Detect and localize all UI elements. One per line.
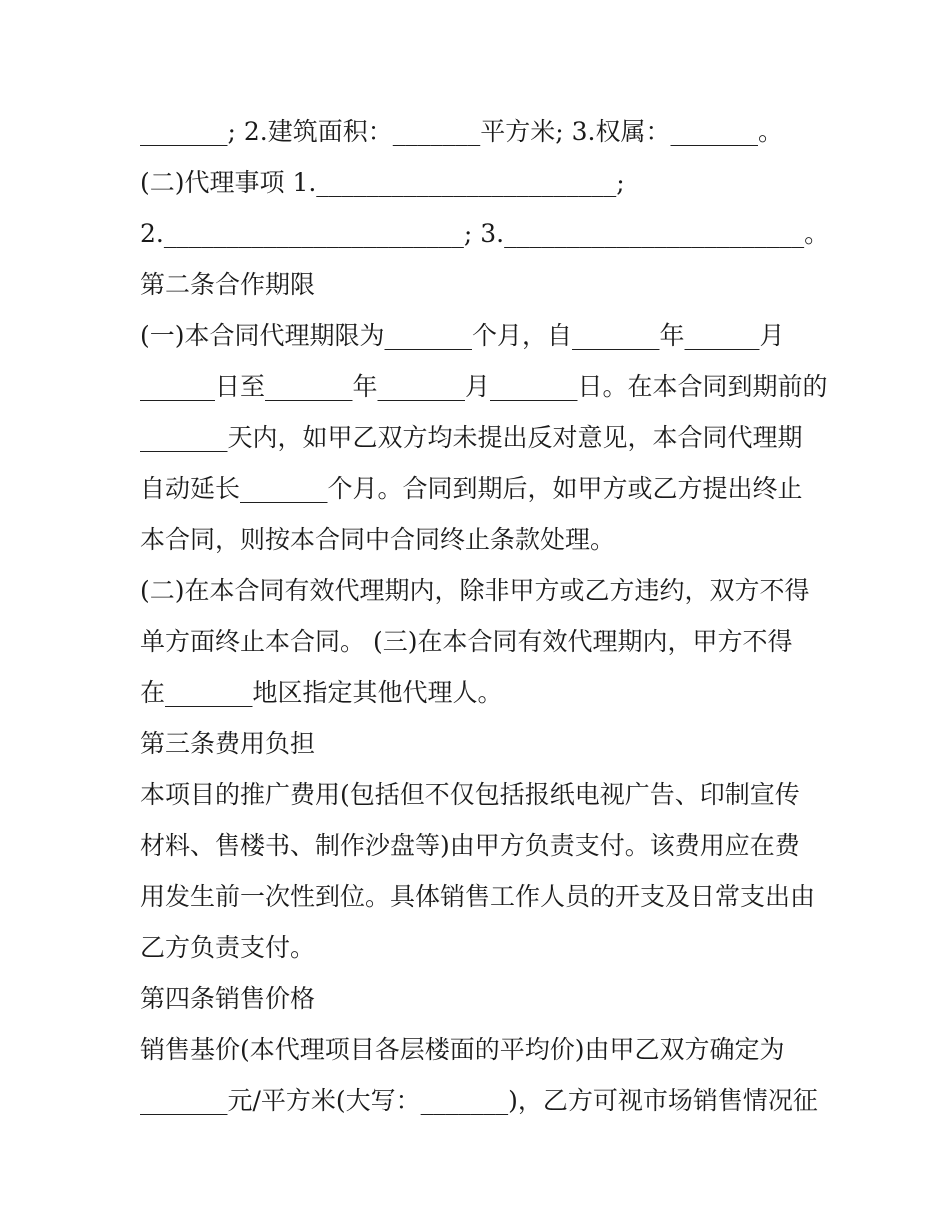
text-line: 单方面终止本合同。 (三)在本合同有效代理期内，甲方不得 xyxy=(140,627,793,656)
text-line: _______; 2.建筑面积：_______平方米; 3.权属：_______。 xyxy=(140,117,783,146)
text-line: 本合同，则按本合同中合同终止条款处理。 xyxy=(140,525,616,554)
text-line: _______元/平方米(大写：_______)，乙方可视市场销售情况征 xyxy=(140,1086,818,1115)
text-line: 本项目的推广费用(包括但不仅包括报纸电视广告、印制宣传 xyxy=(140,780,800,809)
text-line: (一)本合同代理期限为_______个月，自_______年______月 xyxy=(140,321,785,350)
text-line: 在_______地区指定其他代理人。 xyxy=(140,678,503,707)
text-line: (二)代理事项 1.________________________; xyxy=(140,168,625,197)
text-line: 销售基价(本代理项目各层楼面的平均价)由甲乙双方确定为 xyxy=(140,1035,785,1064)
text-line: ______日至_______年_______月_______日。在本合同到期前的 xyxy=(140,372,828,401)
section-heading: 第二条合作期限 xyxy=(140,270,316,299)
text-line: _______天内，如甲乙双方均未提出反对意见，本合同代理期 xyxy=(140,423,803,452)
document-body xyxy=(140,106,830,1126)
text-line: 用发生前一次性到位。具体销售工作人员的开支及日常支出由 xyxy=(140,882,816,911)
text-line: 材料、售楼书、制作沙盘等)由甲方负责支付。该费用应在费 xyxy=(140,831,800,860)
text-line: (二)在本合同有效代理期内，除非甲方或乙方违约，双方不得 xyxy=(140,576,810,605)
section-heading: 第四条销售价格 xyxy=(140,984,316,1013)
section-heading: 第三条费用负担 xyxy=(140,729,316,758)
text-line: 乙方负责支付。 xyxy=(140,933,316,962)
text-line: 2.________________________; 3.________________________。 xyxy=(140,219,830,248)
text-line: 自动延长_______个月。合同到期后，如甲方或乙方提出终止 xyxy=(140,474,803,503)
